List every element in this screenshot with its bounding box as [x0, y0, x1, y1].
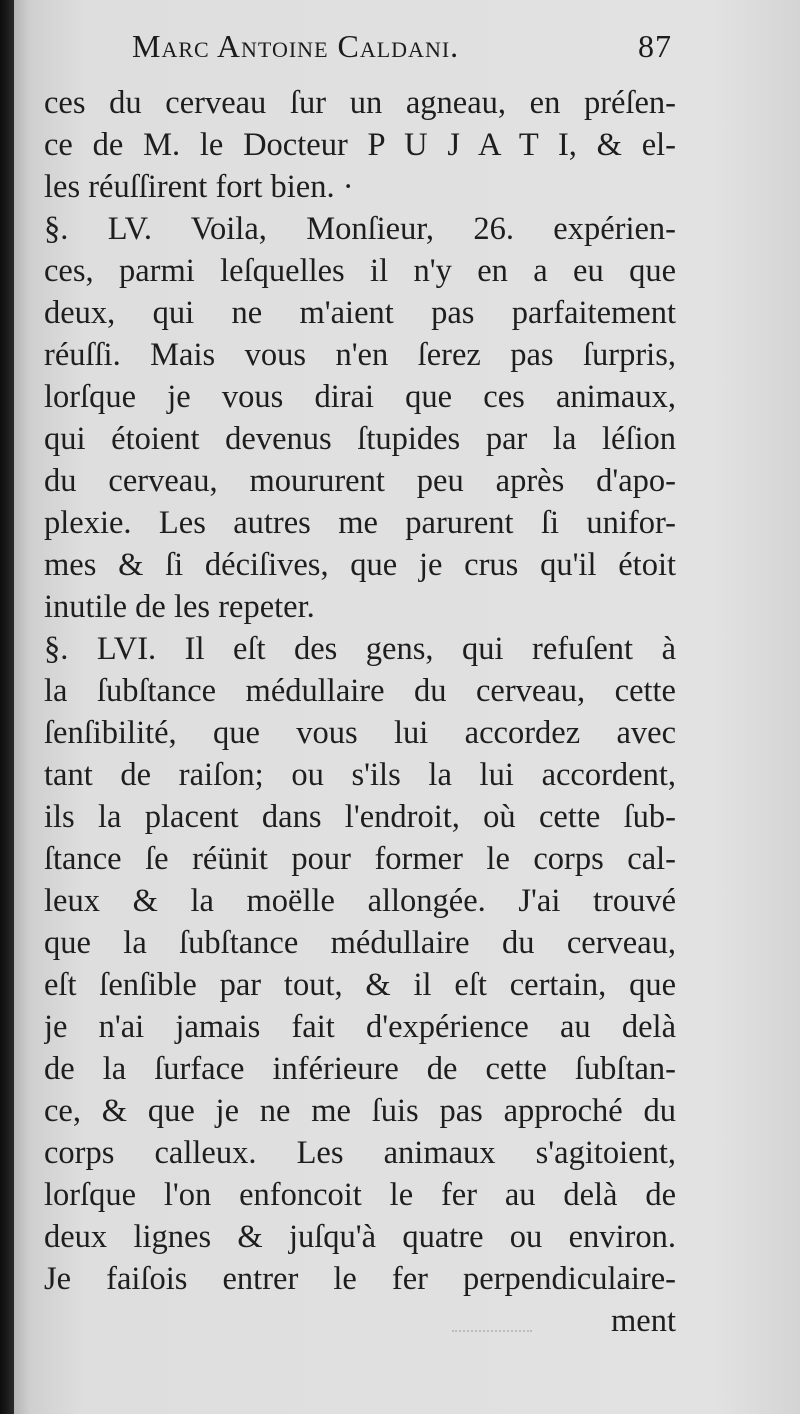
- text-line: §. LV. Voila, Monſieur, 26. expérien-: [44, 211, 676, 247]
- text-line: de la ſurface inférieure de cette ſubſtan-: [44, 1051, 676, 1087]
- text-line: ces du cerveau ſur un agneau, en préſen-: [44, 85, 676, 121]
- text-line: plexie. Les autres me parurent ſi unifor-: [44, 505, 676, 541]
- text-line: ce, & que je ne me ſuis pas approché du: [44, 1093, 676, 1129]
- text-line: leux & la moëlle allongée. J'ai trouvé: [44, 883, 676, 919]
- text-line: la ſubſtance médullaire du cerveau, cette: [44, 673, 676, 709]
- text-line: mes & ſi déciſives, que je crus qu'il étoit: [44, 547, 676, 583]
- text-line: eſt ſenſible par tout, & il eſt certain, que: [44, 967, 676, 1003]
- text-line: les réuſſirent fort bien. ·: [44, 169, 354, 205]
- text-line: réuſſi. Mais vous n'en ſerez pas ſurpris,: [44, 337, 676, 373]
- text-line: ils la placent dans l'endroit, où cette ſub-: [44, 799, 676, 835]
- running-title: Marc Antoine Caldani.: [132, 28, 460, 64]
- page-number: 87: [638, 28, 672, 64]
- text-line: je n'ai jamais fait d'expérience au delà: [44, 1009, 676, 1045]
- text-line: ſenſibilité, que vous lui accordez avec: [44, 715, 676, 751]
- text-line: §. LVI. Il eſt des gens, qui refuſent à: [44, 631, 676, 667]
- text-line: qui étoient devenus ſtupides par la léſion: [44, 421, 676, 457]
- text-line: que la ſubſtance médullaire du cerveau,: [44, 925, 676, 961]
- catchword: ment: [611, 1303, 676, 1339]
- text-line: du cerveau, moururent peu après d'apo-: [44, 463, 676, 499]
- text-line: ces, parmi leſquelles il n'y en a eu que: [44, 253, 676, 289]
- text-line: Je faiſois entrer le fer perpendiculaire-: [44, 1261, 676, 1297]
- text-line: deux, qui ne m'aient pas parfaitement: [44, 295, 676, 331]
- text-line: tant de raiſon; ou s'ils la lui accordent,: [44, 757, 676, 793]
- text-line: deux lignes & juſqu'à quatre ou environ.: [44, 1219, 676, 1255]
- text-line: lorſque je vous dirai que ces animaux,: [44, 379, 676, 415]
- text-line: lorſque l'on enfoncoit le fer au delà de: [44, 1177, 676, 1213]
- text-line: inutile de les repeter.: [44, 589, 315, 625]
- body-text: [44, 82, 676, 1342]
- library-stamp-mark: [452, 1330, 532, 1372]
- running-header: [132, 28, 672, 76]
- text-line: ſtance ſe réünit pour former le corps cal-: [44, 841, 676, 877]
- book-page: [14, 0, 800, 1414]
- book-gutter: [0, 0, 14, 1414]
- text-line: ce de M. le Docteur P U J A T I, & el-: [44, 127, 676, 163]
- text-line: corps calleux. Les animaux s'agitoient,: [44, 1135, 676, 1171]
